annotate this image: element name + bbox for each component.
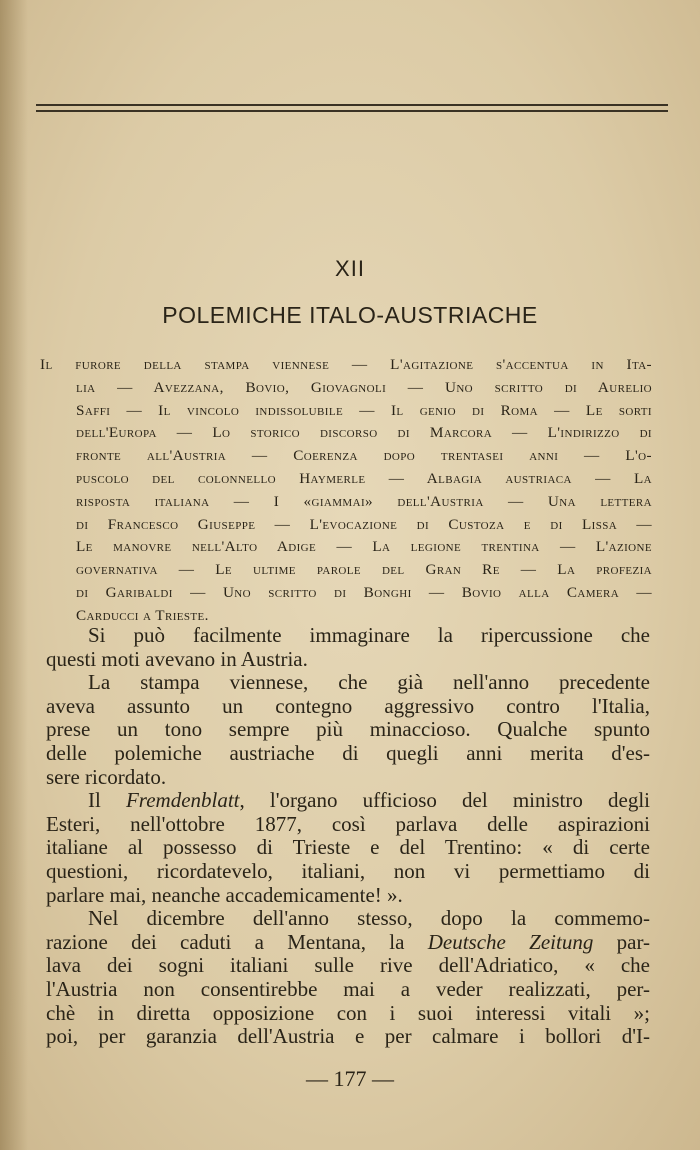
summary-line: Saffi — Il vincolo indissolubile — Il genio di Roma — Le sorti <box>76 401 652 419</box>
paragraph-line: questi moti avevano in Austria. <box>46 646 308 671</box>
summary-line: governativa — Le ultime parole del Gran Re — La profezia <box>76 561 652 579</box>
summary-line: fronte all'Austria — Coerenza dopo trentasei anni — L'o- <box>76 447 652 465</box>
paragraph-line: delle polemiche austriache di quegli anni merita d'es- <box>46 740 650 765</box>
newspaper-name: Deutsche Zeitung <box>427 929 594 954</box>
newspaper-name: Fremdenblatt <box>125 788 240 813</box>
text-run: par- <box>593 929 651 954</box>
summary-line: di Garibaldi — Uno scritto di Bonghi — Bovio alla Camera — <box>76 583 652 601</box>
summary-line: di Francesco Giuseppe — L'evocazione di Custoza e di Lissa — <box>76 515 652 533</box>
paragraph-line: La stampa viennese, che già nell'anno precedente <box>88 670 650 695</box>
page-edge-shadow <box>0 0 28 1150</box>
paragraph-line: italiane al possesso di Trieste e del Trentino: « di certe <box>46 835 650 860</box>
paragraph-line: aveva assunto un contegno aggressivo contro l'Italia, <box>46 693 650 718</box>
paragraph-line: chè in diretta opposizione con i suoi interessi vitali »; <box>46 1000 650 1025</box>
text-run: Il <box>88 788 126 813</box>
paragraph-line: Nel dicembre dell'anno stesso, dopo la commemo- <box>88 906 650 931</box>
header-rule-top <box>36 104 668 106</box>
summary-line: risposta italiana — I «giammai» dell'Austria — Una lettera <box>76 492 652 510</box>
header-rule-bottom <box>36 110 668 112</box>
paragraph-line: poi, per garanzia dell'Austria e per calmare i bollori d'I- <box>46 1024 650 1049</box>
paragraph-line: l'Austria non consentirebbe mai a veder realizzati, per- <box>46 976 650 1001</box>
paragraph-line <box>46 931 650 955</box>
chapter-summary <box>40 354 652 628</box>
paragraph-line: sere ricordato. <box>46 764 167 789</box>
text-run: razione dei caduti a Mentana, la <box>46 929 428 954</box>
paragraph-line: Esteri, nell'ottobre 1877, così parlava delle aspirazioni <box>46 811 650 836</box>
paragraph-line: lava dei sogni italiani sulle rive dell'Adriatico, « che <box>46 953 650 978</box>
page-number: — 177 — <box>306 1066 394 1091</box>
paragraph-line <box>46 789 650 813</box>
paragraph-line: Si può facilmente immaginare la ripercussione che <box>88 623 650 647</box>
summary-line: Carducci a Trieste. <box>76 606 209 624</box>
summary-line: lia — Avezzana, Bovio, Giovagnoli — Uno scritto di Aurelio <box>76 378 652 396</box>
chapter-title: POLEMICHE ITALO-AUSTRIACHE <box>162 302 538 328</box>
summary-line: Le manovre nell'Alto Adige — La legione trentina — L'azione <box>76 538 652 556</box>
summary-line: dell'Europa — Lo storico discorso di Marcora — L'indirizzo di <box>76 424 652 442</box>
chapter-number: XII <box>335 256 365 281</box>
summary-line: Il furore della stampa viennese — L'agitazione s'accentua in Ita- <box>40 356 652 373</box>
paragraph-line: parlare mai, neanche accademicamente! ». <box>46 882 403 907</box>
text-run: , l'organo ufficioso del ministro degli <box>239 788 650 813</box>
body-text <box>46 624 650 1049</box>
summary-line: puscolo del colonnello Haymerle — Albagia austriaca — La <box>76 469 652 487</box>
paragraph-line: prese un tono sempre più minaccioso. Qualche spunto <box>46 717 650 742</box>
paragraph-line: questioni, ricordatevelo, italiani, non vi permettiamo di <box>46 858 650 883</box>
